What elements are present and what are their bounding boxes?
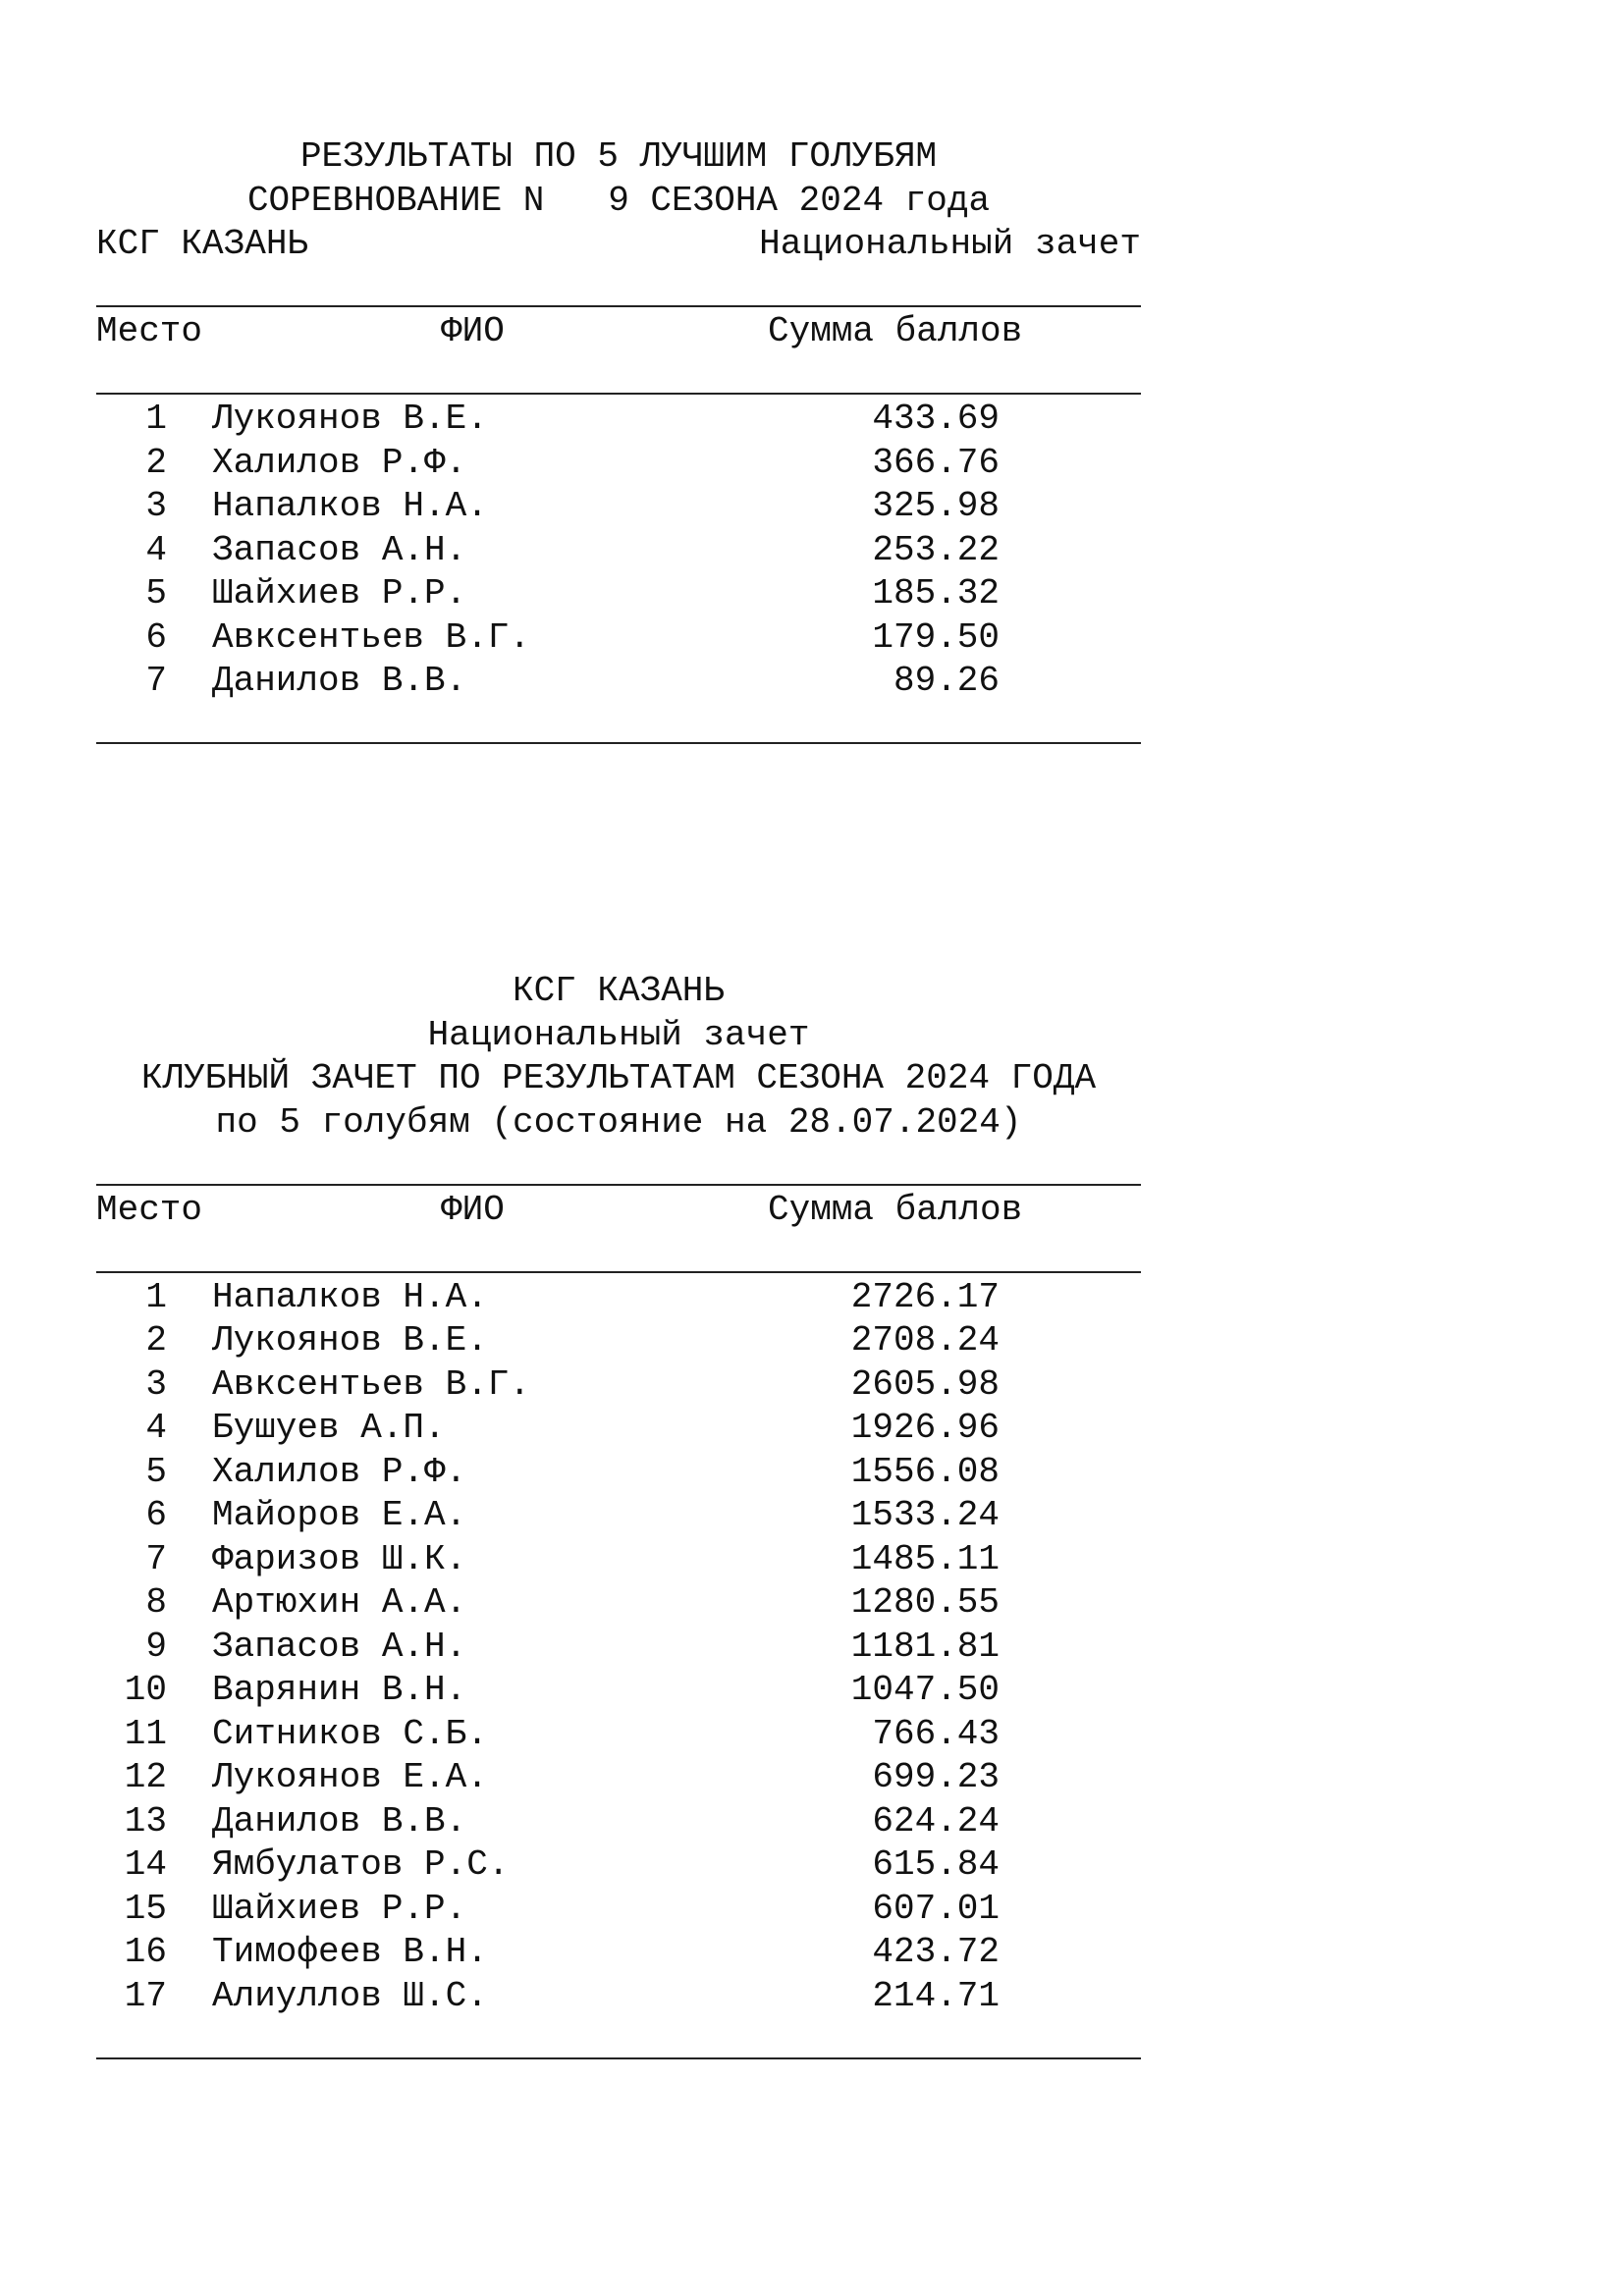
row-sum: 1556.08 xyxy=(850,1451,1000,1492)
race-category: Национальный зачет xyxy=(759,224,1141,264)
race-results-title: РЕЗУЛЬТАТЫ ПО 5 ЛУЧШИМ ГОЛУБЯМ xyxy=(299,136,938,177)
season-table-header xyxy=(96,1189,1141,1233)
row-name: Ситников С.Б. xyxy=(212,1713,488,1754)
season-table-body xyxy=(96,1276,1141,2019)
table-row xyxy=(96,1975,1141,2019)
season-title: КЛУБНЫЙ ЗАЧЕТ ПО РЕЗУЛЬТАТАМ СЕЗОНА 2024 ГОДА xyxy=(140,1058,1097,1098)
row-place: 17 xyxy=(124,1975,167,2016)
table-row xyxy=(96,1451,1141,1495)
row-name: Алиуллов Ш.С. xyxy=(212,1975,488,2016)
row-name: Варянин В.Н. xyxy=(212,1670,467,1710)
race-table-body xyxy=(96,398,1141,704)
table-row xyxy=(96,485,1141,529)
row-place: 8 xyxy=(145,1582,167,1623)
header-name: ФИО xyxy=(441,311,505,351)
table-row xyxy=(96,442,1141,486)
row-name: Халилов Р.Ф. xyxy=(212,442,467,483)
table-row xyxy=(96,1581,1141,1626)
row-sum: 185.32 xyxy=(872,573,1000,614)
row-name: Майоров Е.А. xyxy=(212,1495,467,1535)
row-place: 5 xyxy=(145,573,167,614)
row-place: 14 xyxy=(124,1844,167,1885)
race-table-header xyxy=(96,310,1141,354)
row-sum: 214.71 xyxy=(872,1975,1000,2016)
row-place: 15 xyxy=(124,1888,167,1929)
table-rule-header xyxy=(96,354,1141,399)
table-row xyxy=(96,572,1141,616)
race-results-section xyxy=(96,135,1141,747)
row-sum: 433.69 xyxy=(872,399,1000,439)
row-name: Данилов В.В. xyxy=(212,1800,467,1842)
row-place: 11 xyxy=(124,1713,167,1754)
row-sum: 325.98 xyxy=(872,486,1000,526)
row-place: 4 xyxy=(145,529,167,570)
row-sum: 1533.24 xyxy=(850,1495,1000,1535)
table-rule-bottom xyxy=(96,2018,1141,2062)
row-name: Артюхин А.А. xyxy=(212,1582,467,1623)
row-place: 7 xyxy=(145,661,167,701)
row-name: Фаризов Ш.К. xyxy=(212,1538,467,1579)
row-name: Халилов Р.Ф. xyxy=(212,1451,467,1492)
table-row xyxy=(96,1843,1141,1888)
table-row xyxy=(96,1669,1141,1713)
row-sum: 89.26 xyxy=(893,661,1000,701)
row-place: 6 xyxy=(145,1495,167,1535)
row-place: 5 xyxy=(145,1451,167,1492)
row-sum: 423.72 xyxy=(872,1932,1000,1972)
header-sum: Сумма баллов xyxy=(768,311,1023,351)
row-sum: 699.23 xyxy=(872,1757,1000,1797)
table-row xyxy=(96,1756,1141,1800)
row-name: Данилов В.В. xyxy=(212,661,467,701)
season-results-section xyxy=(96,970,1141,2062)
table-row xyxy=(96,1931,1141,1975)
row-name: Лукоянов В.Е. xyxy=(212,399,488,439)
row-place: 13 xyxy=(124,1800,167,1842)
row-name: Напалков Н.А. xyxy=(212,486,488,526)
row-place: 10 xyxy=(124,1670,167,1710)
row-name: Авксентьев В.Г. xyxy=(212,1363,531,1405)
row-place: 2 xyxy=(145,1320,167,1361)
table-row xyxy=(96,660,1141,704)
row-place: 6 xyxy=(145,616,167,658)
race-competition-line: СОРЕВНОВАНИЕ N 9 СЕЗОНА 2024 года xyxy=(246,180,991,221)
row-place: 7 xyxy=(145,1538,167,1579)
table-rule-bottom xyxy=(96,704,1141,748)
table-row xyxy=(96,1800,1141,1844)
row-name: Лукоянов В.Е. xyxy=(212,1320,488,1361)
row-place: 2 xyxy=(145,442,167,483)
row-name: Запасов А.Н. xyxy=(212,1626,467,1667)
row-place: 12 xyxy=(124,1757,167,1797)
row-name: Шайхиев Р.Р. xyxy=(212,573,467,614)
row-sum: 1926.96 xyxy=(850,1408,1000,1448)
row-sum: 2726.17 xyxy=(850,1276,1000,1317)
row-sum: 2708.24 xyxy=(850,1320,1000,1361)
row-name: Ямбулатов Р.С. xyxy=(212,1844,510,1885)
table-row xyxy=(96,1626,1141,1670)
season-subtitle: по 5 голубям (состояние на 28.07.2024) xyxy=(215,1101,1022,1143)
header-place: Место xyxy=(96,1189,203,1230)
race-club-line xyxy=(96,223,1141,267)
row-sum: 766.43 xyxy=(872,1713,1000,1754)
row-place: 1 xyxy=(145,1276,167,1317)
header-place: Место xyxy=(96,311,203,351)
row-sum: 179.50 xyxy=(872,616,1000,658)
table-row xyxy=(96,1713,1141,1757)
table-rule-header xyxy=(96,1232,1141,1276)
table-row xyxy=(96,398,1141,442)
season-category: Национальный зачет xyxy=(427,1014,810,1055)
table-row xyxy=(96,1888,1141,1932)
table-rule-top xyxy=(96,1145,1141,1189)
row-place: 16 xyxy=(124,1932,167,1972)
table-row xyxy=(96,1276,1141,1320)
table-row xyxy=(96,1363,1141,1408)
row-sum: 1047.50 xyxy=(850,1670,1000,1710)
row-name: Шайхиев Р.Р. xyxy=(212,1888,467,1929)
row-place: 9 xyxy=(145,1626,167,1667)
table-row xyxy=(96,1494,1141,1538)
row-name: Напалков Н.А. xyxy=(212,1276,488,1317)
row-sum: 615.84 xyxy=(872,1844,1000,1885)
row-sum: 1485.11 xyxy=(850,1538,1000,1579)
row-sum: 607.01 xyxy=(872,1888,1000,1929)
row-name: Запасов А.Н. xyxy=(212,529,467,570)
row-name: Тимофеев В.Н. xyxy=(212,1932,488,1972)
table-row xyxy=(96,1319,1141,1363)
row-sum: 624.24 xyxy=(872,1800,1000,1842)
table-rule-top xyxy=(96,267,1141,311)
row-name: Лукоянов Е.А. xyxy=(212,1757,488,1797)
row-sum: 2605.98 xyxy=(850,1363,1000,1405)
row-sum: 1280.55 xyxy=(850,1582,1000,1623)
table-row xyxy=(96,1407,1141,1451)
table-row xyxy=(96,616,1141,661)
row-name: Авксентьев В.Г. xyxy=(212,616,531,658)
table-row xyxy=(96,1538,1141,1582)
row-place: 1 xyxy=(145,399,167,439)
row-sum: 366.76 xyxy=(872,442,1000,483)
table-row xyxy=(96,529,1141,573)
row-place: 3 xyxy=(145,486,167,526)
row-place: 4 xyxy=(145,1408,167,1448)
row-sum: 253.22 xyxy=(872,529,1000,570)
season-club-name: КСГ КАЗАНЬ xyxy=(512,971,726,1011)
row-name: Бушуев А.П. xyxy=(212,1408,446,1448)
header-name: ФИО xyxy=(441,1189,505,1230)
race-club-name: КСГ КАЗАНЬ xyxy=(96,224,309,264)
row-place: 3 xyxy=(145,1363,167,1405)
header-sum: Сумма баллов xyxy=(768,1189,1023,1230)
row-sum: 1181.81 xyxy=(850,1626,1000,1667)
